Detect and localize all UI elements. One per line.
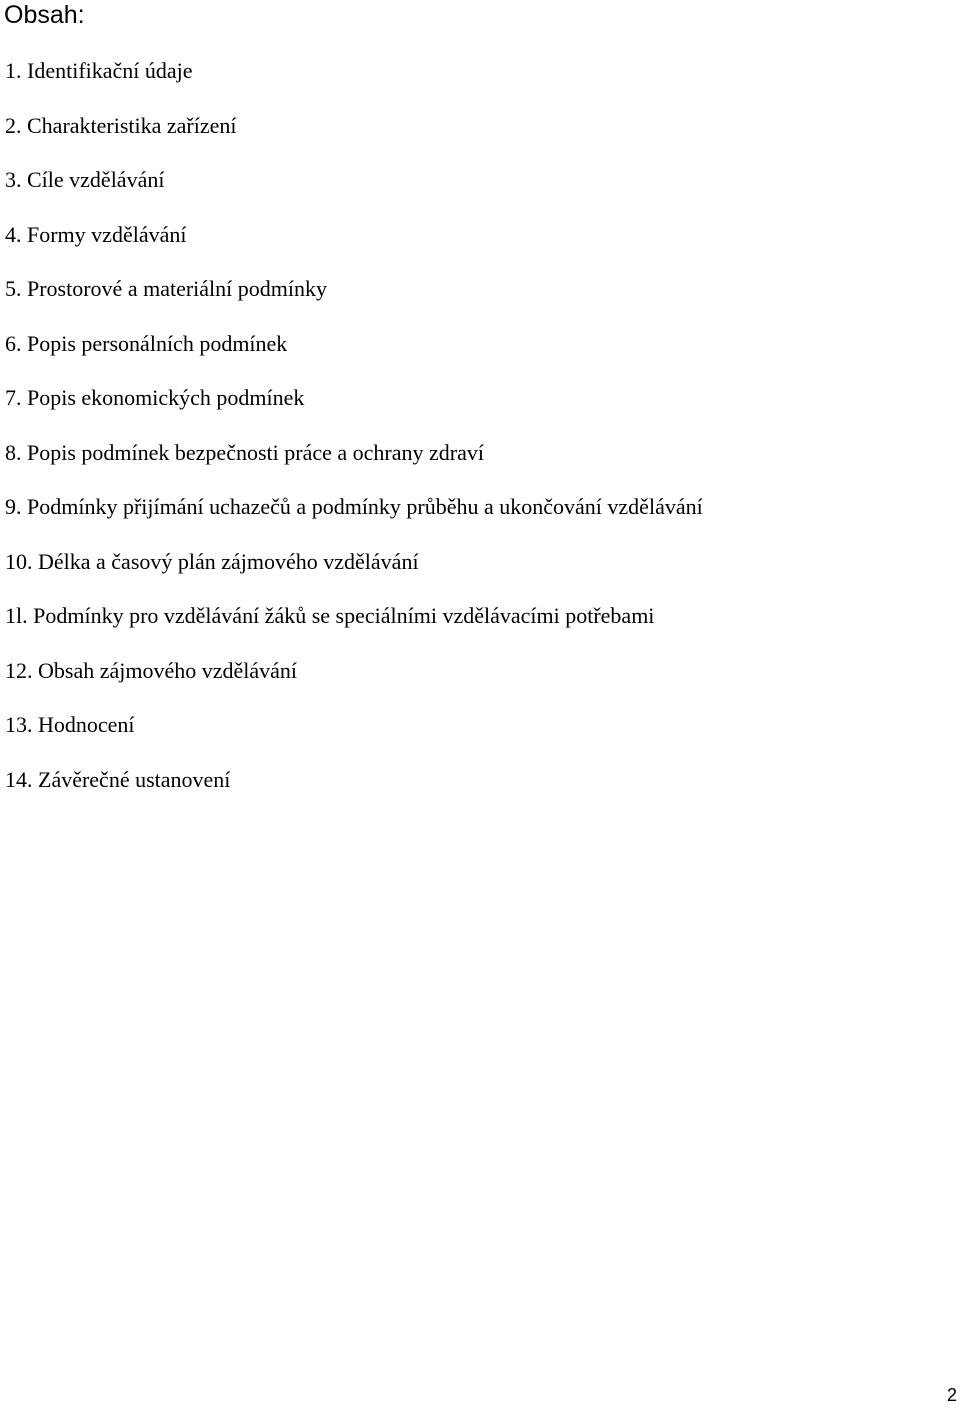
toc-item: 9. Podmínky přijímání uchazečů a podmínky průběhu a ukončování vzdělávání — [5, 494, 703, 519]
toc-item: 1l. Podmínky pro vzdělávání žáků se speciálními vzdělávacími potřebami — [5, 603, 655, 628]
toc-item: 12. Obsah zájmového vzdělávání — [5, 657, 298, 683]
page-number: 2 — [946, 1385, 957, 1405]
toc-item: 4. Formy vzdělávání — [5, 221, 187, 247]
toc-item: 14. Závěrečné ustanovení — [5, 766, 231, 792]
toc-item: 5. Prostorové a materiální podmínky — [5, 276, 327, 301]
toc-item: 13. Hodnocení — [5, 712, 135, 737]
toc-item: 8. Popis podmínek bezpečnosti práce a ochrany zdraví — [5, 439, 484, 465]
table-of-contents — [5, 56, 703, 819]
toc-item: 10. Délka a časový plán zájmového vzdělávání — [5, 548, 419, 574]
toc-item: 1. Identifikační údaje — [5, 58, 193, 83]
toc-item: 7. Popis ekonomických podmínek — [5, 385, 305, 410]
toc-item: 3. Cíle vzdělávání — [5, 167, 165, 192]
toc-item: 2. Charakteristika zařízení — [5, 112, 237, 138]
toc-item: 6. Popis personálních podmínek — [5, 330, 288, 356]
page-title: Obsah: — [4, 1, 85, 29]
